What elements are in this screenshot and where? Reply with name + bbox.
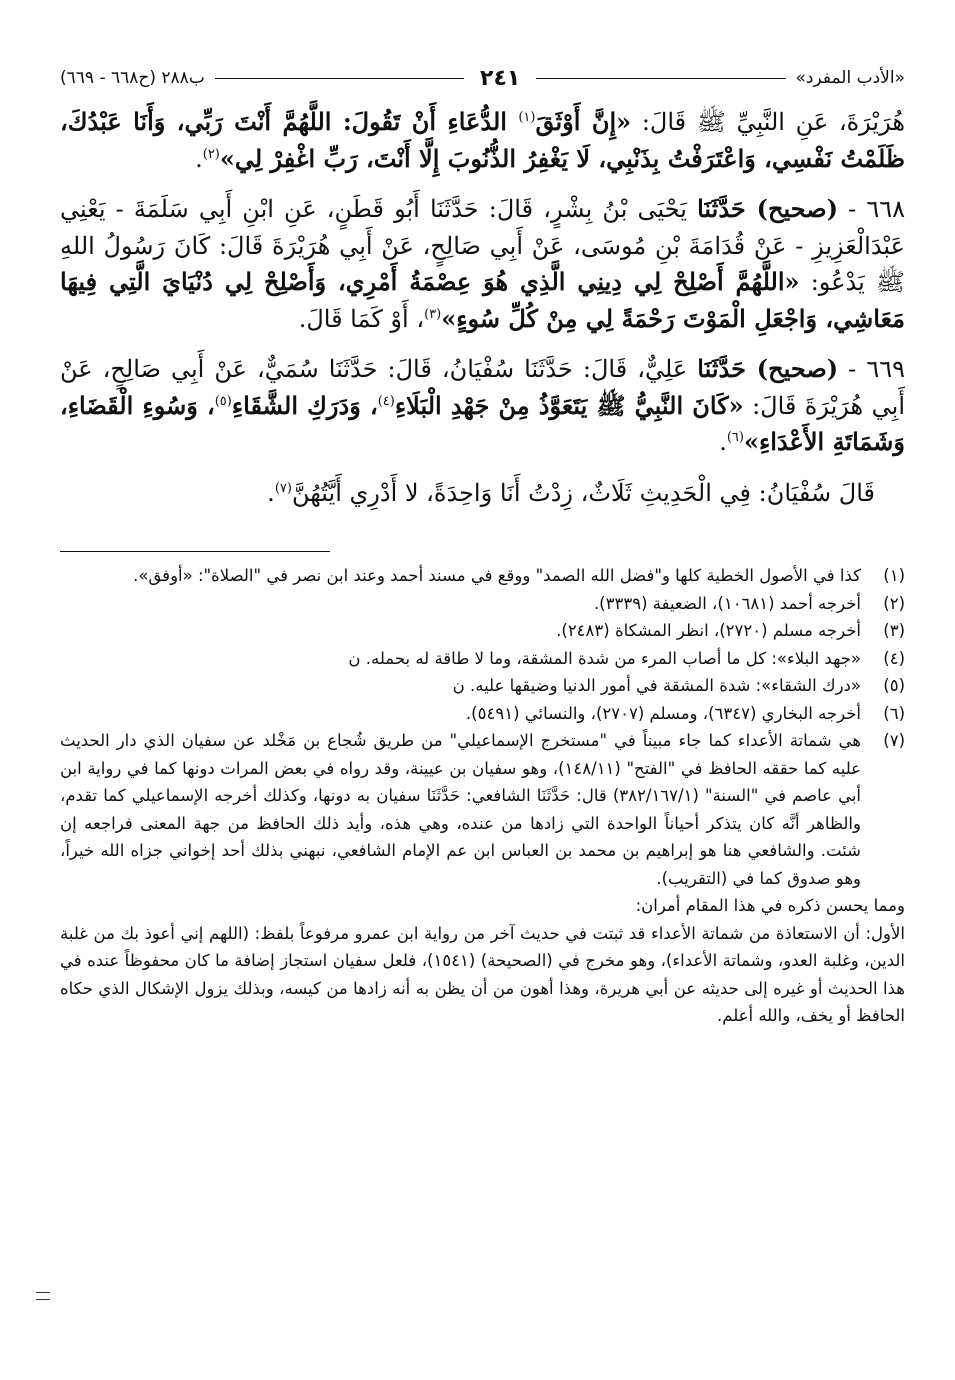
footnote-ref[interactable]: (٤) [377,393,395,409]
footnote-ref[interactable]: (٢) [202,146,220,162]
hadith-668 [60,191,905,337]
narration-text: هُرَيْرَةَ، عَنِ النَّبِيِّ ﷺ قَالَ: [631,108,906,136]
footnote-item [60,562,905,590]
footnotes-section [60,562,905,1030]
footnote-ref[interactable]: (٧) [274,480,292,496]
running-header [60,58,905,98]
document-page [60,58,905,1030]
footnote-number: (٢) [883,593,905,613]
note-text: قَالَ سُفْيَانُ: فِي الْحَدِيثِ ثَلَاثٌ، زِدْتُ أَنَا وَاحِدَةً، لا أَدْرِي أَيَّتُهُنَّ [291,478,875,507]
header-rule-right [536,78,785,79]
hadith-continuation [60,104,905,177]
isnad-text: عَلِيٌّ، قَالَ: حَدَّثَنَا سُفْيَانُ، قَالَ: حَدَّثَنَا سُمَيٌّ، عَنْ أَبِي صَالِحٍ، عَنْ أَبِي هُرَيْرَةَ قَالَ: [60,355,905,420]
footnote-text: أخرجه البخاري (٦٣٤٧)، ومسلم (٢٧٠٧)، والنسائي (٥٤٩١). [465,703,861,723]
main-text [60,104,905,511]
footnote-number: (٣) [883,621,905,640]
haddathana-word: حَدَّثَنَا [697,354,757,383]
prophetic-quote: الدُّعَاءِ أَنْ تَقُولَ: اللَّهُمَّ أَنْتَ رَبِّي، وَأَنَا عَبْدُكَ، ظَلَمْتُ نَفْسِي، وَاعْتَرَفْتُ بِذَنْبِي، لَا يَغْفِرُ الذُّنُوبَ إِلَّا أَنْتَ، رَبِّ اغْفِرْ لِي» [60,107,905,173]
prophetic-quote: ، وَسُوءِ الْقَضَاءِ، وَشَمَاتَةِ الأَعْدَاءِ» [60,390,905,456]
footnote-text: كذا في الأصول الخطية كلها و"فضل الله الصمد" ووقع في مسند أحمد وعند ابن نصر في "الصلاة": «أوفق». [133,566,861,585]
prophetic-quote: «اللَّهُمَّ أَصْلِحْ لِي دِينِي الَّذِي هُوَ عِصْمَةُ أَمْرِي، وَأَصْلِحْ لِي دُنْيَايَ الَّتِي فِيهَا مَعَاشِي، وَاجْعَلِ الْمَوْتَ رَحْمَةً لِي مِنْ كُلِّ سُوءٍ» [60,267,905,333]
footnote-number: (١) [883,566,905,585]
footnote-ref[interactable]: (١) [518,110,536,125]
footnote-ref[interactable]: (٥) [214,393,232,409]
hadith-grade: (صحيح) [756,194,838,223]
footnote-text: «درك الشقاء»: شدة المشقة في أمور الدنيا وضيقها عليه. ن [452,676,861,695]
prophetic-quote: «إِنَّ أَوْثَقَ [535,107,632,136]
narration-end: ، أَوْ كَمَا قَالَ. [298,304,425,333]
section-reference: ب٢٨٨ (ح٦٦٨ - ٦٦٩) [60,68,205,88]
prophetic-quote: «كَانَ النَّبِيُّ ﷺ يَتَعَوَّذُ مِنْ جَهْدِ الْبَلَاءِ [394,390,744,420]
footnote-text: هي شماتة الأعداء كما جاء مبيناً في "مستخرج الإسماعيلي" من طريق شُجاع بن مَخْلد عن سفيان الذي دار الحديث عليه كما حققه الحافظ في "الفتح" (١٤٨/١١)، وهو سفيان بن عيينة، وقد رواه في بعض المرات دونها كما في رواية ابن أبي عاصم في "السنة" (٣٨٢/١٦٧/١) قال: حَدَّثَنَا الشافعي: حَدَّثَنَا سفيان به دونها، وكذلك أخرجه الإسماعيلي كما تقدم، والظاهر أنَّه كان يتذكر أحياناً الواحدة التي زادها من عنده، وهي هذه، وأيد ذلك الحافظ من جهة المعنى فراجعه إن شئت. والشافعي هنا هو إبراهيم بن محمد بن العباس ابن عم الإمام الشافعي، نبهني بذلك أحد إخواني جزاه الله خيراً، وهو صدوق كما في (التقريب). [60,731,862,888]
prophetic-quote: ، وَدَرَكِ الشَّقَاءِ [231,390,378,420]
footnote-continuation-intro: ومما يحسن ذكره في هذا المقام أمران: [635,896,905,915]
footnote-item [60,590,905,618]
punctuation: . [195,144,203,173]
header-rule-left [215,78,464,79]
footnote-divider [60,551,330,552]
footnote-ref[interactable]: (٦) [726,430,744,445]
footnote-number: (٦) [883,703,905,723]
hadith-number: ٦٦٨ - [837,195,905,223]
hadith-669 [60,351,905,461]
isnad-text: يَحْيَى بْنُ بِشْرٍ، قَالَ: حَدَّثَنَا أَبُو قَطَنٍ، عَنِ ابْنِ أَبِي سَلَمَةَ - يَعْنِي عَبْدَالْعَزِيزِ - عَنْ قُدَامَةَ بْنِ مُوسَى، عَنْ أَبِي صَالِحٍ، عَنْ أَبِي هُرَيْرَةَ قَالَ: كَانَ رَسُولُ اللهِ ﷺ يَدْعُو: [60,195,905,296]
footnote-number: (٤) [883,648,905,668]
footnote-item [60,727,905,892]
haddathana-word: حَدَّثَنَا [697,194,757,223]
book-title: «الأدب المفرد» [795,68,905,88]
footnote-continuation-paragraph: الأول: أن الاستعاذة من شماتة الأعداء قد ثبتت في حديث آخر من رواية ابن عمرو مرفوعاً بلفظ: (اللهم إني أعوذ بك من غلبة الدين، وغلبة العدو، وشماتة الأعداء)، وهو مخرج في (الصحيحة) (١٥٤١)، فلعل سفيان استجاز إضافة ما كان محفوظاً عنده في هذا الحديث أو غيره إلى حديثه عن أبي هريرة، وهذا أهون من أن يظن به أنه زادها من كيسه، وبذلك يزول الإشكال الذي حكاه الحافظ أو يخف، والله أعلم. [60,923,905,1025]
footnote-item [60,617,905,645]
footnote-item [60,645,905,673]
punctuation: . [719,428,727,456]
punctuation: . [267,478,275,507]
footnote-item [60,672,905,700]
hadith-grade: (صحيح) [756,354,839,383]
page-number: ٢٤١ [480,65,521,91]
page-edge-mark [36,1292,50,1300]
footnote-text: أخرجه أحمد (١٠٦٨١)، الضعيفة (٣٣٣٩). [593,593,861,613]
sufyan-note [60,475,875,512]
hadith-number: ٦٦٩ - [838,355,905,383]
footnote-number: (٧) [883,731,905,750]
footnote-text: أخرجه مسلم (٢٧٢٠)، انظر المشكاة (٢٤٨٣). [556,621,861,640]
footnote-text: «جهد البلاء»: كل ما أصاب المرء من شدة المشقة، وما لا طاقة له بحمله. ن [348,648,861,668]
footnote-item [60,700,905,728]
footnote-ref[interactable]: (٣) [424,306,442,322]
footnote-number: (٥) [883,676,905,695]
